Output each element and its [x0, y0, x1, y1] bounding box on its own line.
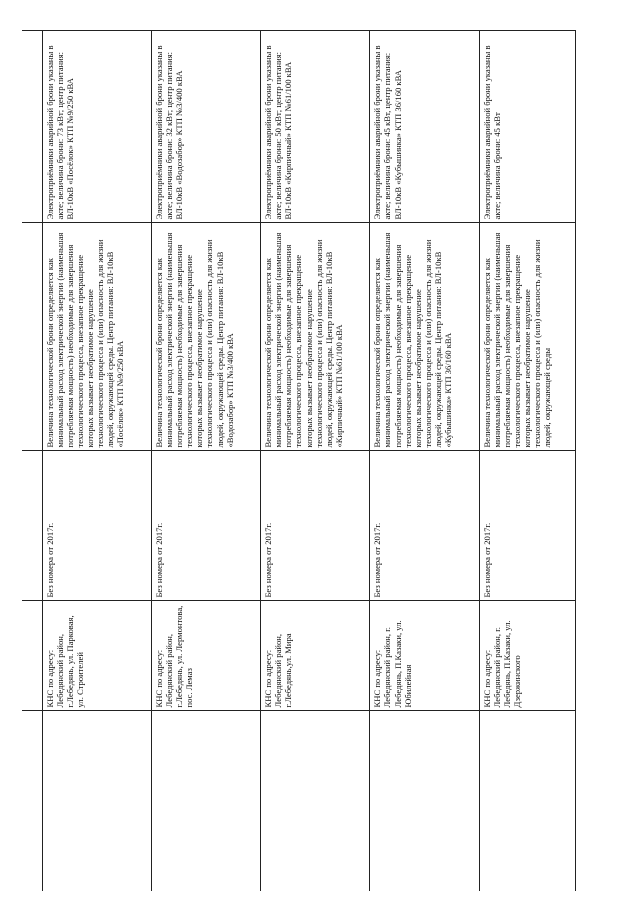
emergency-reserve-cell: Электроприёмники аварийной брони указаны в акте; величина брони: 50 кВт; центр питания: ВЛ-10кВ «Кирпичный» КТП №61/100 кВА — [261, 31, 370, 223]
table-row — [22, 31, 42, 891]
tag-cell: Без номера от 2017г. — [151, 451, 260, 601]
tech-reserve-cell: Величина технологической брони определяется как минимальный расход электрической энергии (наименьшая потребляемая мощность) необходимые для завершения технологического процесса, внезапное прекращение которых вызывает необратимое нарушение технологического процесса и (или) опасность для жизни людей, окружающей среды. Центр питания: ВЛ-10кВ «Водозабор» КТП №3/400 кВА — [151, 223, 260, 451]
empty-cell — [479, 711, 575, 891]
tech-reserve-cell: Величина технологической брони определяется как минимальный расход электрической энергии (наименьшая потребляемая мощность) необходимые для завершения технологического процесса, внезапное прекращение которых вызывает необратимое нарушение технологического процесса и (или) опасность для жизни людей, окружающей среды. Центр питания: ВЛ-10кВ «Кирпичный» КТП №61/100 кВА — [261, 223, 370, 451]
tech-reserve-cell: Величина технологической брони определяется как минимальный расход электрической энергии (наименьшая потребляемая мощность) необходимые для завершения технологического процесса, внезапное прекращение которых вызывает необратимое нарушение технологического процесса и (или) опасность для жизни людей, окружающей среды. Центр питания: ВЛ-10кВ «Посёлок» КТП №9/250 кВА — [42, 223, 151, 451]
empty-cell — [261, 711, 370, 891]
address-cell: КНС по адресу: Лебедянский район, г.Лебедянь, ул. Лермонтова, пос. Лемаз — [151, 601, 260, 711]
emergency-reserve-cell: Электроприёмники аварийной брони указаны в акте; величина брони: 73 кВт; центр питания: ВЛ-10кВ «Посёлок» КТП №9/250 кВА — [42, 31, 151, 223]
emergency-reserve-cell: Электроприёмники аварийной брони указаны в акте; величина брони: 32 кВт; центр питания: ВЛ-10кВ «Водозабор» КТП №3/400 кВА — [151, 31, 260, 223]
emergency-reserve-cell: Электроприёмники аварийной брони указаны в акте; величина брони: 45 кВт — [479, 31, 575, 223]
address-cell: КНС по адресу: Лебедянский район, г. Лебедянь, П.Казаки, ул. Юбилейная — [370, 601, 479, 711]
tech-reserve-cell: Величина технологической брони определяется как минимальный расход электрической энергии (наименьшая потребляемая мощность) необходимые для завершения технологического процесса, внезапное прекращение которых вызывает необратимое нарушение технологического процесса и (или) опасность для жизни людей, окружающей среды. Центр питания: ВЛ-10кВ «Кубышинка» КТП 36/160 кВА — [370, 223, 479, 451]
tag-cell: Без номера от 2017г. — [370, 451, 479, 601]
tech-reserve-cell: Величина технологической брони определяется как минимальный расход электрической энергии (наименьшая потребляемая мощность) необходимые для завершения технологического процесса, внезапное прекращение которых вызывает необратимое нарушение технологического процесса и (или) опасность для жизни людей, окружающей среды — [479, 223, 575, 451]
emergency-reserve-cell: Электроприёмники аварийной брони указаны в акте; величина брони: 45 кВт, центр питания: ВЛ-10кВ «Кубышинка» КТП 36/160 кВА — [370, 31, 479, 223]
reservation-table — [22, 31, 576, 892]
empty-cell — [42, 711, 151, 891]
tag-cell: Без номера от 2017г. — [479, 451, 575, 601]
tag-cell: Без номера от 2017г. — [261, 451, 370, 601]
empty-cell — [370, 711, 479, 891]
table-row — [479, 31, 575, 891]
address-cell: КНС по адресу: Лебедянский район, г.Лебедянь, ул. Парковая, ул. Строителей — [42, 601, 151, 711]
address-cell: КНС по адресу: Лебедянский район, г.Лебедянь,ул. Мира — [261, 601, 370, 711]
table-row — [42, 31, 151, 891]
tag-cell: Без номера от 2017г. — [42, 451, 151, 601]
rotated-table-wrapper — [22, 31, 576, 891]
empty-cell — [151, 711, 260, 891]
table-row — [370, 31, 479, 891]
table-row — [261, 31, 370, 891]
table-row — [151, 31, 260, 891]
address-cell: КНС по адресу: Лебедянский район, г. Лебедянь, П.Казаки, ул. Дзержинского — [479, 601, 575, 711]
